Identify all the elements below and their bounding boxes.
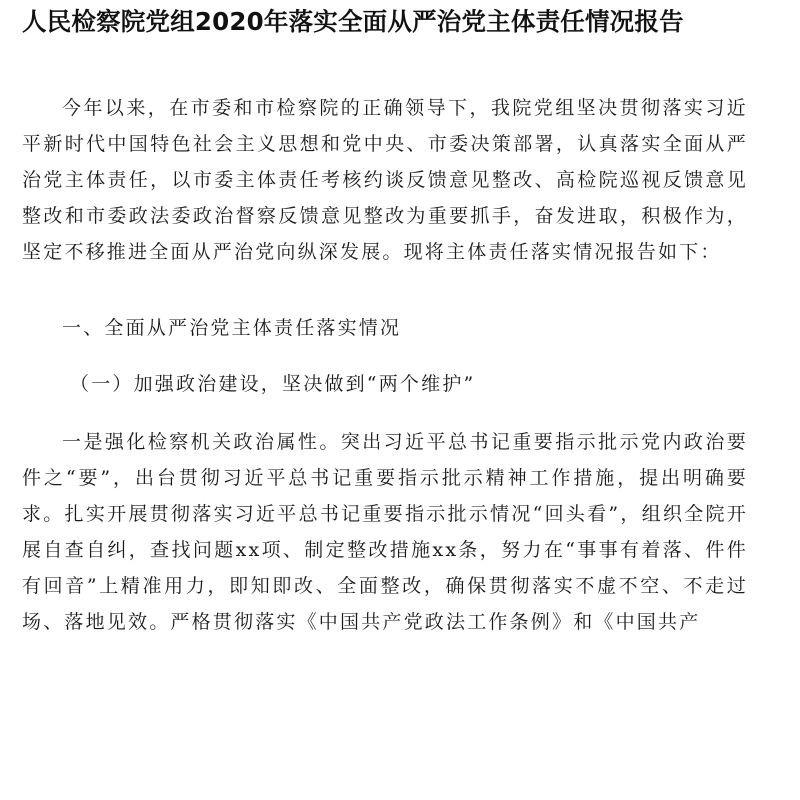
point-one-paragraph: 一是强化检察机关政治属性。突出习近平总书记重要指示批示党内政治要件之“要”，出台贯彻习近平总书记重要指示批示精神工作措施，提出明确要求。扎实开展贯彻落实习近平总书记重要指示批示情况“回头看”，组织全院开展自查自纠，查找问题xx项、制定整改措施xx条，努力在“事事有着落、件件有回音”上精准用力，即知即改、全面整改，确保贯彻落实不虚不空、不走过场、落地见效。严格贯彻落实《中国共产党政法工作条例》和《中国共产	[22, 431, 748, 633]
subsection-heading: （一）加强政治建设，坚决做到“两个维护”	[70, 373, 476, 395]
intro-paragraph: 今年以来，在市委和市检察院的正确领导下，我院党组坚决贯彻落实习近平新时代中国特色社会主义思想和党中央、市委决策部署，认真落实全面从严治党主体责任，以市委主体责任考核约谈反馈意见整改、高检院巡视反馈意见整改和市委政法委政治督察反馈意见整改为重要抓手，奋发进取，积极作为，坚定不移推进全面从严治党向纵深发展。现将主体责任落实情况报告如下：	[22, 97, 748, 263]
section-heading: 一、全面从严治党主体责任落实情况	[62, 317, 402, 339]
document-title: 人民检察院党组2020年落实全面从严治党主体责任情况报告	[22, 7, 684, 36]
